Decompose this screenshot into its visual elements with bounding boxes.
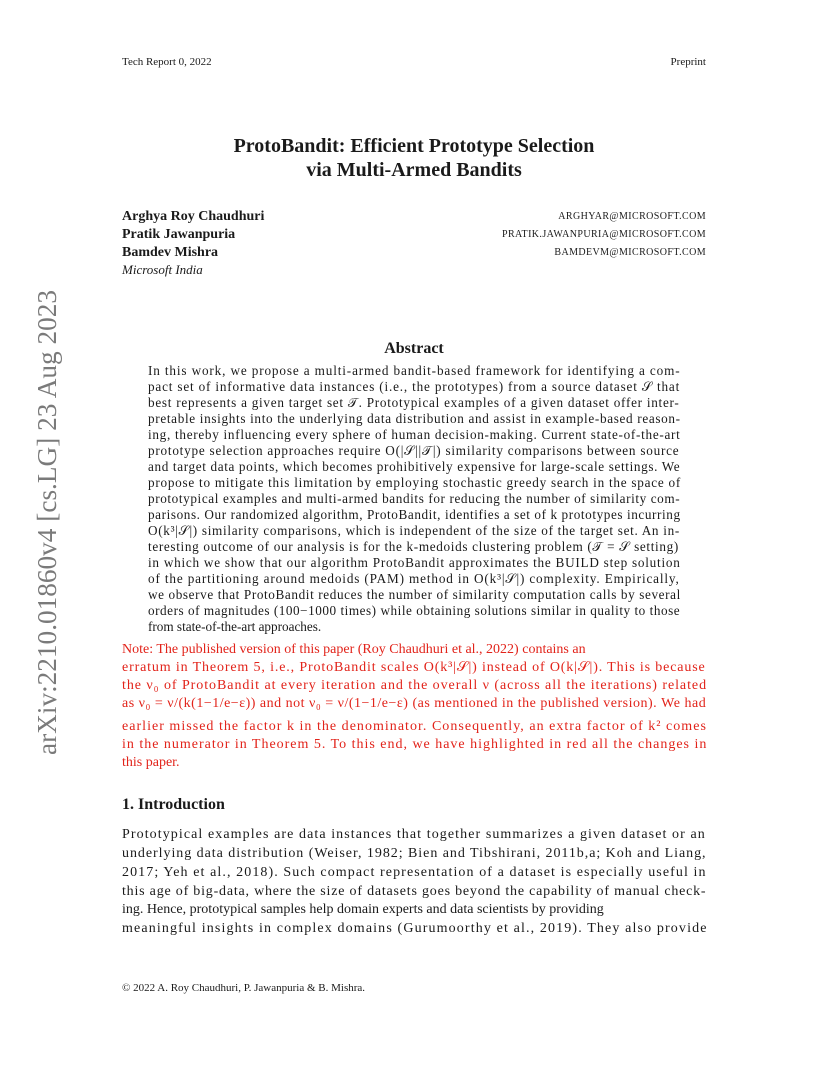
copyright-footer: © 2022 A. Roy Chaudhuri, P. Jawanpuria & B. Mishra. bbox=[122, 982, 366, 994]
introduction-line: this age of big-data, where the size of datasets goes beyond the capability of manual check- bbox=[122, 884, 707, 899]
author-email[interactable]: PRATIK.JAWANPURIA@MICROSOFT.COM bbox=[502, 229, 706, 240]
author-name: Arghya Roy Chaudhuri bbox=[122, 209, 265, 224]
abstract-line: propose to mitigate this limitation by employing stochastic greedy search in the space of bbox=[148, 475, 681, 490]
abstract-line: parisons. Our randomized algorithm, ProtoBandit, identifies a set of k prototypes incurring bbox=[148, 507, 681, 522]
author-name: Bamdev Mishra bbox=[122, 245, 219, 260]
abstract-line: pretable insights into the underlying data distribution and assist in example-based reason- bbox=[148, 411, 681, 426]
erratum-note-line: earlier missed the factor k in the denominator. Consequently, an extra factor of k² comes bbox=[122, 719, 707, 734]
abstract-line: prototype selection approaches require O(|𝒮||𝒯|) similarity comparisons between source bbox=[148, 443, 680, 458]
author-name: Pratik Jawanpuria bbox=[122, 227, 236, 242]
section-heading-introduction: 1. Introduction bbox=[122, 796, 225, 813]
abstract-line: O(k³|𝒮|) similarity comparisons, which is independent of the size of the target set. An in- bbox=[148, 523, 680, 538]
erratum-note-line: the ν₀ of ProtoBandit at every iteration and the overall ν (across all the iterations) related bbox=[122, 678, 708, 693]
running-header-right: Preprint bbox=[670, 56, 706, 68]
paper-title-line-2: via Multi-Armed Bandits bbox=[306, 159, 522, 181]
erratum-note-line: as ν₀ = ν/(k(1−1/e−ε)) and not ν₀ = ν/(1−1/e−ε) (as mentioned in the published version). We had bbox=[122, 696, 707, 711]
running-header-left: Tech Report 0, 2022 bbox=[122, 56, 212, 68]
introduction-line: ing. Hence, prototypical samples help domain experts and data scientists by providing bbox=[122, 902, 604, 917]
arxiv-sidebar-stamp bbox=[12, 290, 70, 760]
abstract-line: from state-of-the-art approaches. bbox=[148, 619, 322, 634]
abstract-line: of the partitioning around medoids (PAM) method in O(k³|𝒮|) complexity. Empirically, bbox=[148, 571, 680, 586]
introduction-line: meaningful insights in complex domains (Gurumoorthy et al., 2019). They also provide bbox=[122, 921, 708, 936]
abstract-line: ing, thereby influencing every sphere of human decision-making. Current state-of-the-art bbox=[148, 427, 681, 442]
erratum-note-line: this paper. bbox=[122, 755, 180, 770]
introduction-line: Prototypical examples are data instances that together summarizes a given dataset or an bbox=[122, 827, 706, 842]
paper-title bbox=[120, 134, 708, 182]
abstract-line: teresting outcome of our analysis is for the k-medoids clustering problem (𝒯 = 𝒮 setting) bbox=[148, 539, 679, 554]
abstract-line: best represents a given target set 𝒯. Prototypical examples of a given dataset offer inter- bbox=[148, 395, 680, 410]
author-email[interactable]: BAMDEVM@MICROSOFT.COM bbox=[554, 247, 706, 258]
abstract-line: In this work, we propose a multi-armed bandit-based framework for identifying a com- bbox=[148, 363, 681, 378]
erratum-note-line: erratum in Theorem 5, i.e., ProtoBandit scales O(k³|𝒮|) instead of O(k|𝒮|). This is because bbox=[122, 660, 706, 675]
abstract-line: in which we show that our algorithm ProtoBandit approximates the BUILD step solution bbox=[148, 555, 681, 570]
abstract-line: we observe that ProtoBandit reduces the number of similarity computation calls by several bbox=[148, 587, 681, 602]
paper-title-line-1: ProtoBandit: Efficient Prototype Selection bbox=[233, 135, 595, 157]
abstract-line: pact set of informative data instances (i.e., the prototypes) from a source dataset 𝒮 that bbox=[148, 379, 681, 394]
erratum-note-line: in the numerator in Theorem 5. To this end, we have highlighted in red all the changes in bbox=[122, 737, 708, 752]
arxiv-id-label: arXiv:2210.01860v4 [cs.LG] 23 Aug 2023 bbox=[32, 294, 62, 755]
abstract-line: prototypical examples and multi-armed bandits for reducing the number of similarity com- bbox=[148, 491, 681, 506]
introduction-line: underlying data distribution (Weiser, 1982; Bien and Tibshirani, 2011b,a; Koh and Liang, bbox=[122, 846, 707, 861]
author-email[interactable]: ARGHYAR@MICROSOFT.COM bbox=[558, 211, 706, 222]
introduction-line: 2017; Yeh et al., 2018). Such compact representation of a dataset is especially useful in bbox=[122, 865, 707, 880]
affiliation: Microsoft India bbox=[122, 262, 203, 277]
abstract-heading: Abstract bbox=[384, 340, 444, 357]
erratum-note-line: Note: The published version of this paper (Roy Chaudhuri et al., 2022) contains an bbox=[122, 642, 586, 657]
abstract-line: orders of magnitudes (100−1000 times) while obtaining solutions similar in quality to those bbox=[148, 603, 681, 618]
abstract-line: and target data points, which becomes prohibitively expensive for large-scale settings. We bbox=[148, 459, 681, 474]
